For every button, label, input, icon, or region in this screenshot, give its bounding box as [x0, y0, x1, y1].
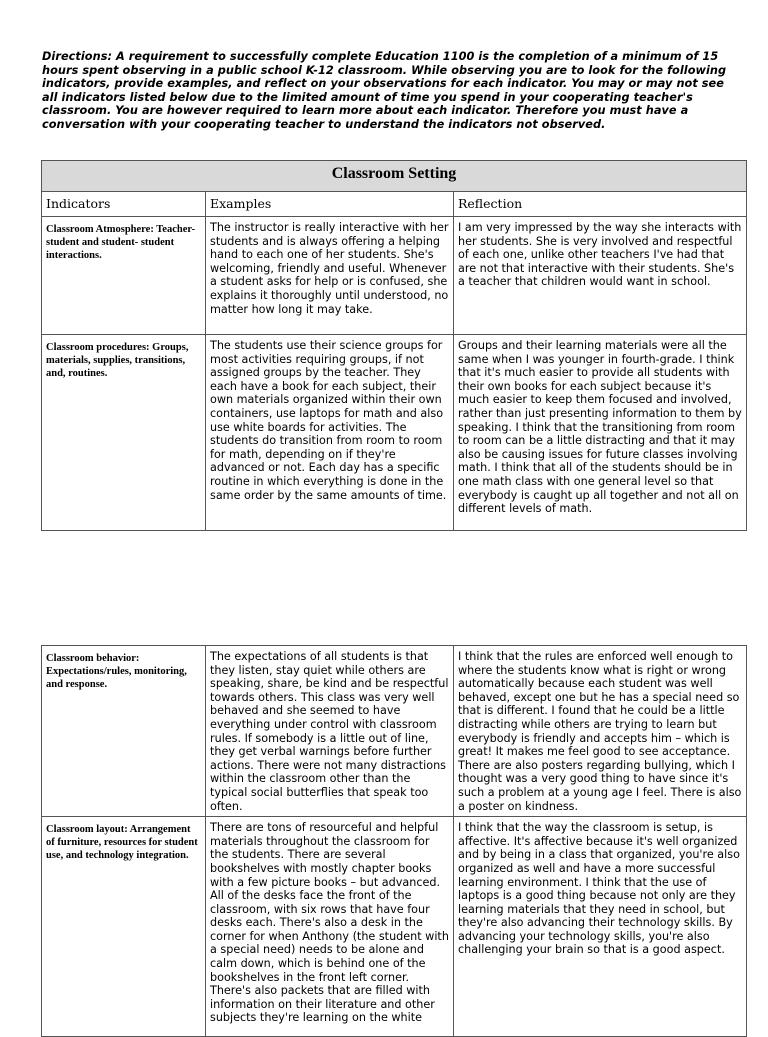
table-row [42, 335, 747, 531]
directions-text: Directions: A requirement to successfully complete Education 1100 is the completion of a minimum of 15 hours spent observing in a public school K-12 classroom. While observing you are to look for the following indicators, provide examples, and reflect on your observations for each indicator. You may or may not see all indicators listed below due to the limited amount of time you spend in your cooperating teacher's classroom. You are however required to learn more about each indicator. Therefore you must have a conversation with your cooperating teacher to understand the indicators not observed. [42, 50, 727, 131]
indicator-cell: Classroom layout: Arrangement of furniture, resources for student use, and technology integration. [42, 817, 206, 1037]
reflection-cell: I am very impressed by the way she interacts with her students. She is very involved and respectful of each one, unlike other teachers I've had that are not that interactive with their students. She's a teacher that children would want in school. [454, 217, 747, 335]
example-cell: The instructor is really interactive with her students and is always offering a helping hand to each one of her students. She's welcoming, friendly and useful. Whenever a student asks for help or is confused, she explains it thoroughly until understood, no matter how long it may take. [206, 217, 454, 335]
table-title: Classroom Setting [42, 161, 747, 192]
reflection-cell: Groups and their learning materials were all the same when I was younger in fourth-grade. I think that it's much easier to provide all students with their own books for each subject because it's much easier to keep them focused and involved, rather than just presenting information to them by speaking. I think that the transitioning from room to room can be a little distracting and that it may also be causing issues for future classes involving math. I think that all of the students should be in one math class with one general level so that everybody is caught up all together and not all on different levels of math. [454, 335, 747, 531]
indicator-cell: Classroom behavior: Expectations/rules, monitoring, and response. [42, 646, 206, 817]
header-examples: Examples [206, 192, 454, 217]
indicator-cell: Classroom Atmosphere: Teacher- student and student- student interactions. [42, 217, 206, 335]
reflection-cell: I think that the way the classroom is setup, is affective. It's affective because it's well organized and by being in a class that organized, you're also organized as well and have a more successful learning environment. I think that the use of laptops is a good thing because not only are they learning materials that they need in school, but they're also advancing their technology skills. By advancing your technology skills, you're also challenging your brain so that is a good aspect. [454, 817, 747, 1037]
example-cell: The expectations of all students is that they listen, stay quiet while others are speaking, share, be kind and be respectful towards others. This class was very well behaved and she seemed to have everything under control with classroom rules. If somebody is a little out of line, they get verbal warnings before further actions. There were not many distractions within the classroom other than the typical social butterflies that speak too often. [206, 646, 454, 817]
indicator-cell: Classroom procedures: Groups, materials, supplies, transitions, and, routines. [42, 335, 206, 531]
header-indicators: Indicators [42, 192, 206, 217]
table-row [42, 646, 747, 817]
table-row [42, 817, 747, 1037]
header-reflection: Reflection [454, 192, 747, 217]
reflection-cell: I think that the rules are enforced well enough to where the students know what is right or wrong automatically because each student was well behaved, except one but he has a special need so that is different. I found that he could be a little distracting while others are trying to learn but everybody is friendly and accepts him – which is great! It makes me feel good to see acceptance. There are also posters regarding bullying, which I thought was a very good thing to have since it's such a problem at a young age I feel. There is also a poster on kindness. [454, 646, 747, 817]
table-row [42, 217, 747, 335]
classroom-setting-table-continued [41, 645, 747, 1037]
classroom-setting-table [41, 160, 747, 531]
example-cell: There are tons of resourceful and helpful materials throughout the classroom for the students. There are several bookshelves with mostly chapter books with a few picture books – but advanced. All of the desks face the front of the classroom, with six rows that have four desks each. There's also a desk in the corner for when Anthony (the student with a special need) needs to be alone and calm down, which is behind one of the bookshelves in the front left corner. There's also packets that are filled with information on their literature and other subjects they're learning on the white [206, 817, 454, 1037]
example-cell: The students use their science groups for most activities requiring groups, if not assigned groups by the teacher. They each have a book for each subject, their own materials organized within their own containers, use laptops for math and also use white boards for activities. The students do transition from room to room for math, depending on if they're advanced or not. Each day has a specific routine in which everything is done in the same order by the same amounts of time. [206, 335, 454, 531]
